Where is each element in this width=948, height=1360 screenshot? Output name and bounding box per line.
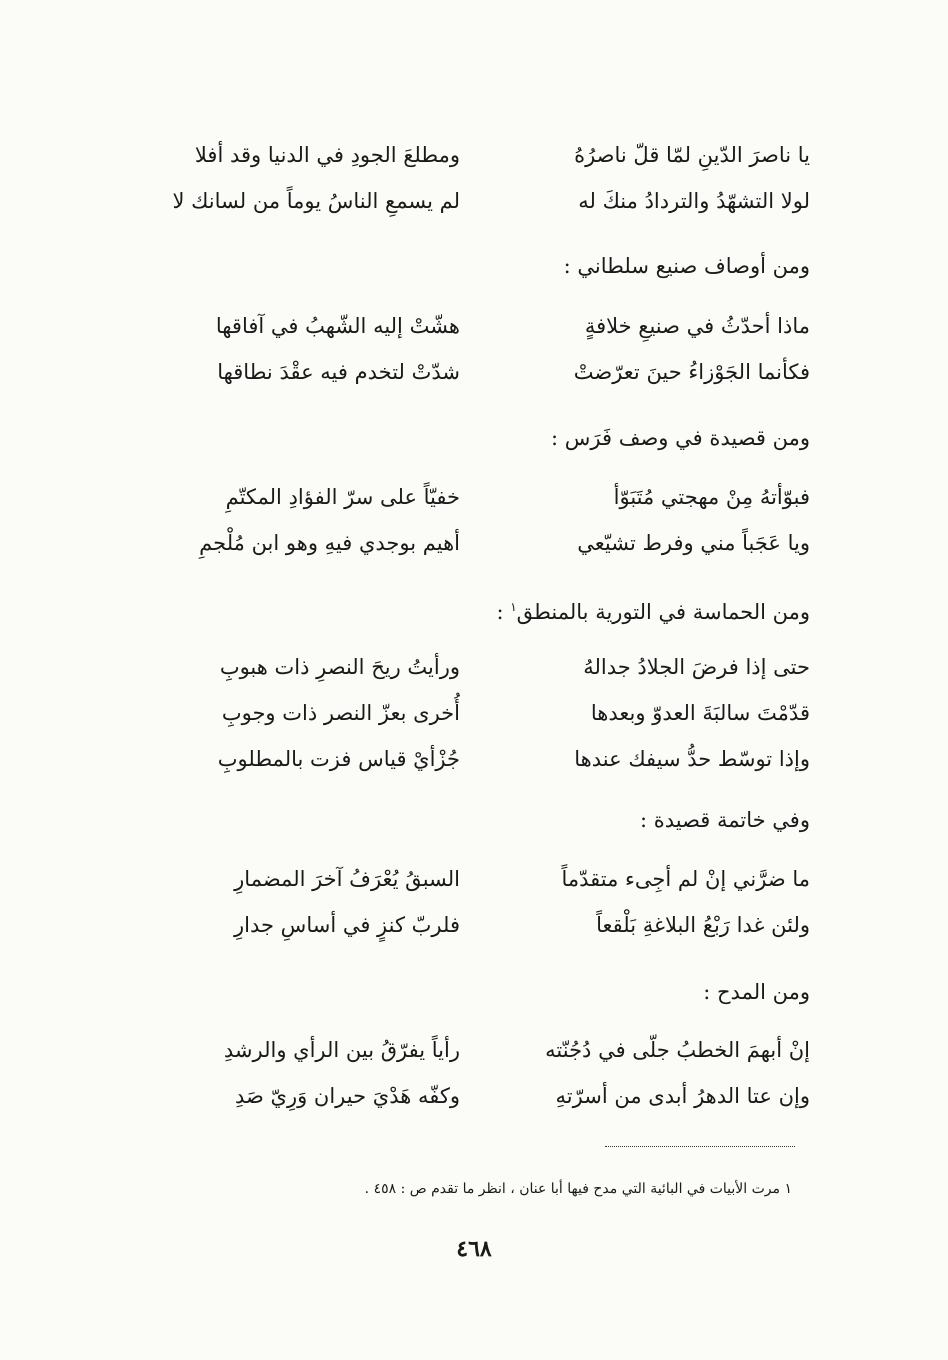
second-hemistich: رأياً يفرّقُ بين الرأي والرشدِ <box>223 1038 460 1062</box>
section-heading <box>496 587 810 632</box>
poem-section-2 <box>130 303 810 395</box>
second-hemistich: أُخرى بعزّ النصر ذات وجوبِ <box>221 701 460 725</box>
first-hemistich: ماذا أحدّثُ في صنيعِ خلافةٍ <box>584 314 810 338</box>
verse-line <box>130 520 810 566</box>
first-hemistich: وإن عتا الدهرُ أبدى من أسرّتهِ <box>555 1084 810 1108</box>
first-hemistich: ويا عَجَباً مني وفرط تشيّعي <box>577 531 810 555</box>
first-hemistich: يا ناصرَ الدّينِ لمّا قلّ ناصرُهُ <box>574 143 810 167</box>
section-heading-text: ومن الحماسة في التورية بالمنطق <box>516 600 810 624</box>
first-hemistich: ولئن غدا رَبْعُ البلاغةِ بَلْقعاً <box>596 913 810 937</box>
footnote: ١ مرت الأبيات في البائية التي مدح فيها أبا عنان ، انظر ما تقدم ص : ٤٥٨ . <box>364 1181 792 1197</box>
section-heading-colon: : <box>496 600 511 624</box>
section-heading: وفي خاتمة قصيدة : <box>639 808 810 832</box>
poem-section-3 <box>130 474 810 566</box>
verse-line <box>130 644 810 690</box>
second-hemistich: أهيم بوجدي فيهِ وهو ابن مُلْجمِ <box>199 531 460 555</box>
verse-line <box>130 349 810 395</box>
verse-line <box>130 303 810 349</box>
verse-line <box>130 1027 810 1073</box>
page-number: ٤٦٨ <box>456 1236 492 1262</box>
first-hemistich: وإذا توسّط حدُّ سيفك عندها <box>574 747 810 771</box>
second-hemistich: شدّتْ لتخدم فيه عقْدَ نطاقها <box>217 360 460 384</box>
footnote-marker: ١ <box>510 600 517 614</box>
second-hemistich: هشّتْ إليه الشّهبُ في آفاقها <box>215 314 460 338</box>
poem-section-1 <box>130 132 810 224</box>
poem-section-4 <box>130 644 810 782</box>
verse-line <box>130 690 810 736</box>
second-hemistich: لم يسمعِ الناسُ يوماً من لسانك لا <box>172 189 460 213</box>
first-hemistich: فكأنما الجَوْزاءُ حينَ تعرّضتْ <box>573 360 810 384</box>
verse-line <box>130 736 810 782</box>
second-hemistich: فلربّ كنزٍ في أساسِ جدارِ <box>234 913 460 937</box>
verse-line <box>130 132 810 178</box>
first-hemistich: إنْ أبهمَ الخطبُ جلّى في دُجُنّته <box>545 1038 810 1062</box>
first-hemistich: قدّمْتَ سالبَةَ العدوّ وبعدها <box>590 701 810 725</box>
section-heading: ومن المدح : <box>703 980 810 1004</box>
verse-line <box>130 1073 810 1119</box>
second-hemistich: ومطلعَ الجودِ في الدنيا وقد أفلا <box>194 143 460 167</box>
second-hemistich: وكفّه هَدْيَ حيران وَرِيّ صَدِ <box>235 1084 460 1108</box>
section-heading: ومن قصيدة في وصف فَرَس : <box>551 426 810 450</box>
verse-line <box>130 856 810 902</box>
footnote-divider <box>605 1146 795 1147</box>
second-hemistich: ورأيتُ ريحَ النصرِ ذات هبوبِ <box>219 655 460 679</box>
first-hemistich: فبوّأتهُ مِنْ مهجتي مُتَبَوّأ <box>613 485 810 509</box>
verse-line <box>130 474 810 520</box>
section-heading: ومن أوصاف صنيع سلطاني : <box>563 254 810 278</box>
first-hemistich: ما ضرَّني إنْ لم أجِىء متقدّماً <box>561 867 810 891</box>
second-hemistich: السبقُ يُعْرَفُ آخرَ المضمارِ <box>234 867 460 891</box>
verse-line <box>130 902 810 948</box>
poem-section-5 <box>130 856 810 948</box>
first-hemistich: لولا التشهّدُ والتردادُ منكَ له <box>578 189 810 213</box>
first-hemistich: حتى إذا فرضَ الجلادُ جدالهُ <box>583 655 810 679</box>
verse-line <box>130 178 810 224</box>
second-hemistich: خفيّاً على سرّ الفؤادِ المكتّمِ <box>225 485 460 509</box>
second-hemistich: جُزْأيْ قياس فزت بالمطلوبِ <box>217 747 460 771</box>
poem-section-6 <box>130 1027 810 1119</box>
